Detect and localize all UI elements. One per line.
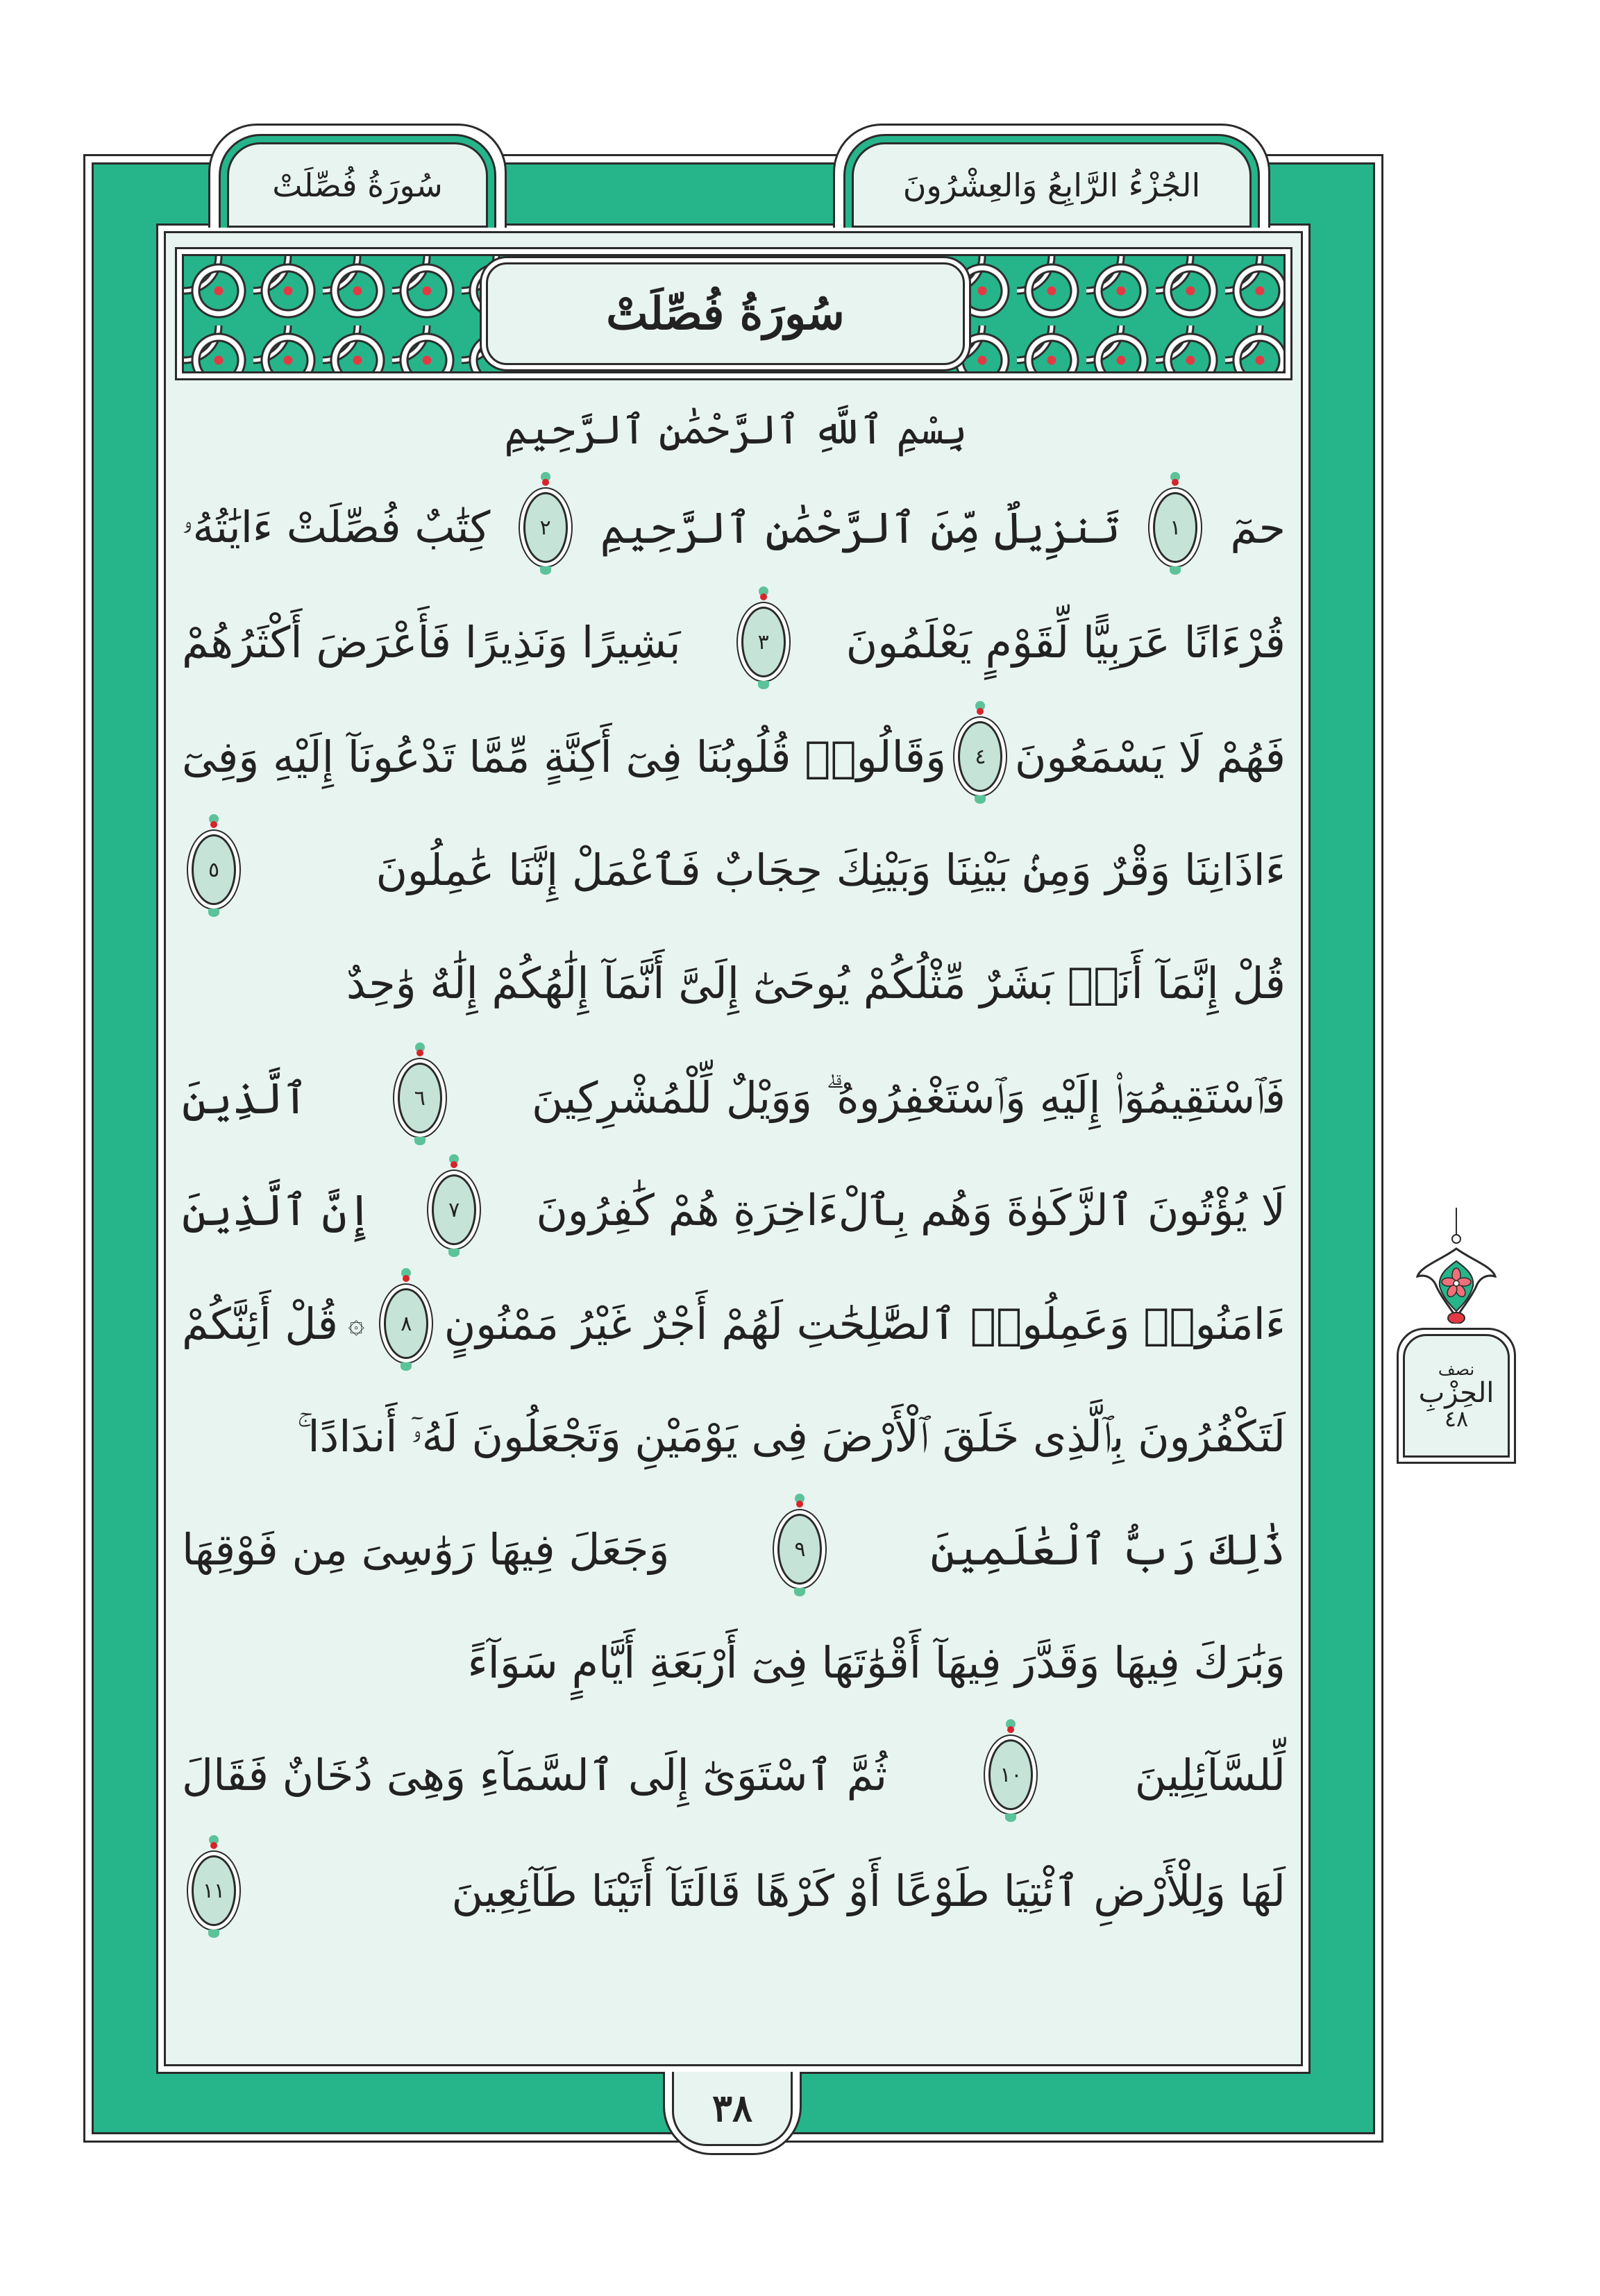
verse-line xyxy=(182,600,1286,684)
verse-line xyxy=(182,1621,1286,1704)
verse-line xyxy=(182,1056,1286,1140)
ayah-number-marker: ٩ xyxy=(777,1514,822,1585)
hizb-marker-string xyxy=(1456,1208,1457,1237)
hizb-marker xyxy=(1397,1328,1516,1464)
verse-line xyxy=(182,1282,1286,1365)
hizb-label: الحِزْبِ xyxy=(1418,1376,1494,1409)
verse-line xyxy=(182,486,1286,569)
rub-el-hizb-icon: ۞ xyxy=(348,1308,364,1340)
verse-line xyxy=(182,1508,1286,1591)
ayah-number-marker: ١٠ xyxy=(988,1739,1033,1810)
verse-text: فَٱسْتَقِيمُوٓا۟ إِلَيْهِ وَٱسْتَغْفِرُوهُ ۗ وَوَيْلٌ لِّلْمُشْرِكِينَ xyxy=(531,1072,1286,1123)
verse-line xyxy=(182,1849,1286,1932)
verse-text: ثُمَّ ٱسْتَوَىٰٓ إِلَى ٱلسَّمَآءِ وَهِىَ دُخَانٌ فَقَالَ xyxy=(182,1749,888,1800)
hizb-marker-cartouche xyxy=(1403,1334,1510,1458)
page-number-cartouche xyxy=(663,2072,802,2155)
verse-text: وَقَالُوا۟ قُلُوبُنَا فِىٓ أَكِنَّةٍ مِّمَّا تَدْعُونَآ إِلَيْهِ وَفِىٓ xyxy=(182,731,947,782)
verse-text: ءَاذَانِنَا وَقْرٌ وَمِنۢ بَيْنِنَا وَبَيْنِكَ حِجَابٌ فَٱعْمَلْ إِنَّنَا عَٰمِلُونَ xyxy=(376,844,1286,895)
ayah-number-marker: ٤ xyxy=(958,721,1002,792)
ayah-number-marker: ٨ xyxy=(384,1288,428,1359)
verse-text: كِتَٰبٌ فُصِّلَتْ ءَايَٰتُهُۥ xyxy=(182,502,491,552)
verse-text: بَشِيرًا وَنَذِيرًا فَأَعْرَضَ أَكْثَرُهُمْ xyxy=(182,616,681,668)
surah-name-label: سُورَةُ فُصِّلَتْ xyxy=(227,142,488,228)
verse-text: قُلْ إِنَّمَآ أَنَا۠ بَشَرٌ مِّثْلُكُمْ يُوحَىٰٓ إِلَىَّ أَنَّمَآ إِلَٰهُكُمْ إِلَٰهٌ وَٰحِدٌ xyxy=(346,957,1286,1008)
verse-line xyxy=(182,715,1286,798)
juz-name-label: الجُزْءُ الرَّابِعُ وَالعِشْرُونَ xyxy=(852,142,1252,228)
hizb-number: ٤٨ xyxy=(1444,1405,1469,1432)
verse-line xyxy=(182,941,1286,1024)
juz-name-tab xyxy=(833,124,1270,228)
verse-line xyxy=(182,1395,1286,1478)
verse-text: وَبَٰرَكَ فِيهَا وَقَدَّرَ فِيهَآ أَقْوَٰتَهَا فِىٓ أَرْبَعَةِ أَيَّامٍ سَوَآءً xyxy=(467,1637,1286,1688)
bismillah: بِسْمِ ٱللَّهِ ٱلرَّحْمَٰنِ ٱلرَّحِيمِ xyxy=(504,406,968,453)
ayah-number-marker: ٣ xyxy=(741,607,786,677)
verse-text: ءَامَنُوا۟ وَعَمِلُوا۟ ٱلصَّٰلِحَٰتِ لَهُمْ أَجْرٌ غَيْرُ مَمْنُونٍ xyxy=(444,1298,1286,1349)
ayah-number-marker: ٧ xyxy=(432,1174,476,1245)
verse-text: لَهَا وَلِلْأَرْضِ ٱئْتِيَا طَوْعًا أَوْ كَرْهًا قَالَتَآ أَتَيْنَا طَآئِعِينَ xyxy=(451,1865,1286,1916)
page-number: ٣٨ xyxy=(672,2072,793,2146)
hizb-fraction-label: نصف xyxy=(1438,1359,1475,1379)
verse-line xyxy=(182,1733,1286,1816)
flower-ornament-icon xyxy=(1413,1246,1499,1324)
verse-text: إِنَّ ٱلَّذِينَ xyxy=(182,1184,373,1235)
ayah-number-marker: ٦ xyxy=(398,1063,442,1133)
verse-line xyxy=(182,828,1286,911)
verse-text: قُلْ أَئِنَّكُمْ xyxy=(182,1298,339,1349)
verse-text: تَنزِيلٌ مِّنَ ٱلرَّحْمَٰنِ ٱلرَّحِيمِ xyxy=(600,502,1121,553)
ayah-number-marker: ٥ xyxy=(192,834,236,905)
verse-text: ذَٰلِكَ رَبُّ ٱلْعَٰلَمِينَ xyxy=(930,1523,1286,1575)
verse-text: قُرْءَانًا عَرَبِيًّا لِّقَوْمٍ يَعْلَمُونَ xyxy=(845,616,1286,668)
ayah-number-marker: ١ xyxy=(1153,492,1197,563)
ayah-number-marker: ١١ xyxy=(192,1855,236,1926)
verse-text: وَجَعَلَ فِيهَا رَوَٰسِىَ مِن فَوْقِهَا xyxy=(182,1523,670,1575)
hizb-marker-knob xyxy=(1451,1234,1461,1244)
ayah-number-marker: ٢ xyxy=(523,492,568,563)
surah-name-tab xyxy=(208,124,507,228)
verse-text: لَا يُؤْتُونَ ٱلزَّكَوٰةَ وَهُم بِٱلْءَاخِرَةِ هُمْ كَٰفِرُونَ xyxy=(536,1184,1286,1235)
verse-text: فَهُمْ لَا يَسْمَعُونَ xyxy=(1014,731,1286,782)
verse-text: ٱلَّذِينَ xyxy=(182,1072,308,1124)
surah-title: سُورَةُ فُصِّلَتْ xyxy=(486,262,965,365)
verse-text: لَتَكْفُرُونَ بِٱلَّذِى خَلَقَ ٱلْأَرْضَ فِى يَوْمَيْنِ وَتَجْعَلُونَ لَهُۥٓ أَندَادًا ۚ xyxy=(296,1411,1286,1462)
verse-text: لِّلسَّآئِلِينَ xyxy=(1134,1749,1286,1800)
verse-line xyxy=(182,1168,1286,1251)
verse-text: حمٓ xyxy=(1230,502,1286,553)
